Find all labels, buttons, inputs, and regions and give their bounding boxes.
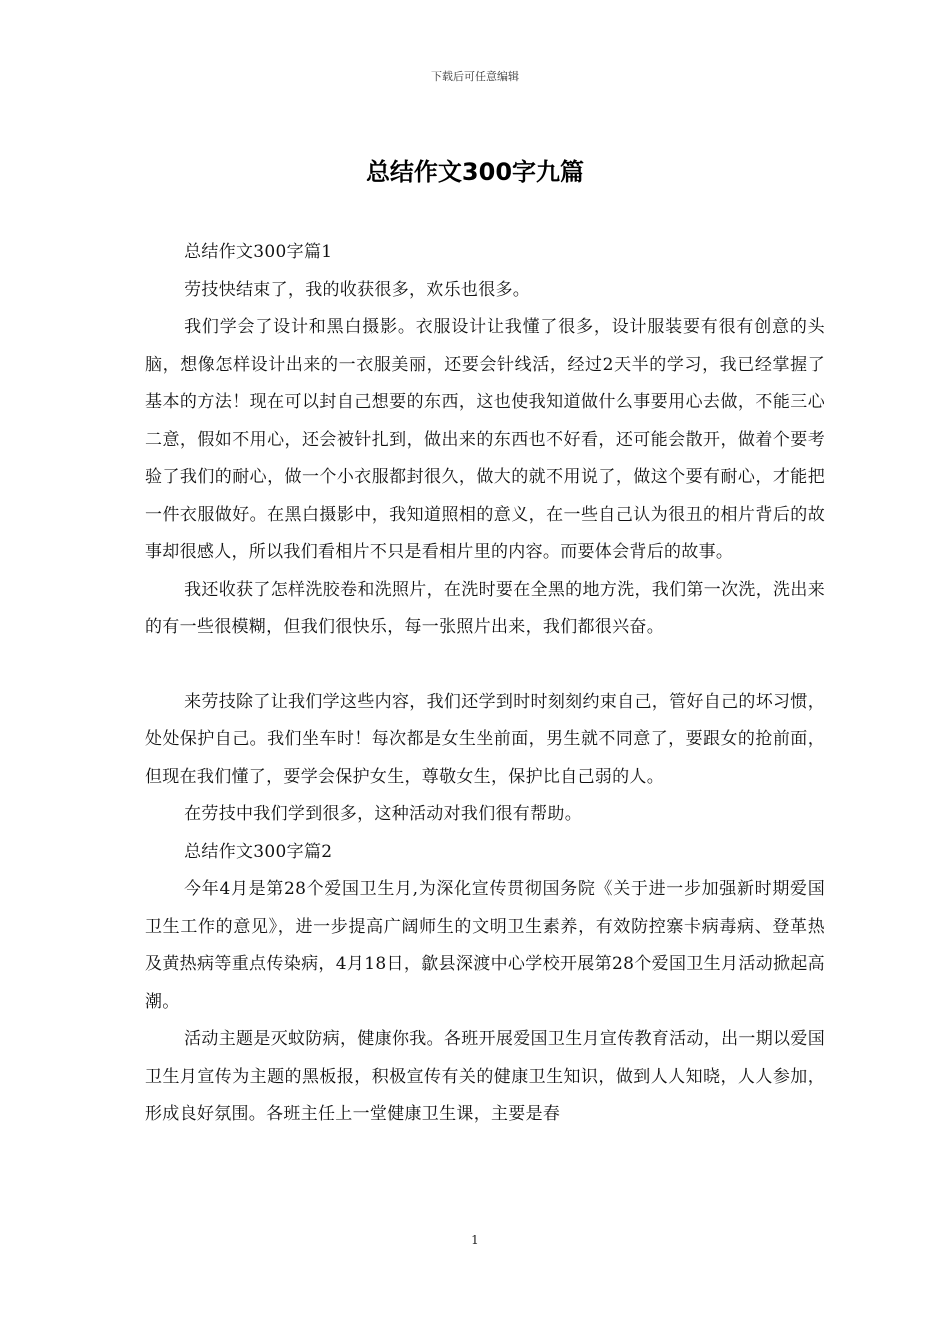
paragraph: 活动主题是灭蚊防病，健康你我。各班开展爱国卫生月宣传教育活动，出一期以爱国卫生月宣传为主题的黑板报，积极宣传有关的健康卫生知识，做到人人知晓，人人参加，形成良好氛围。各班主任上一堂健康卫生课，主要是春 xyxy=(145,1029,825,1124)
paragraph: 今年4月是第28个爱国卫生月,为深化宣传贯彻国务院《关于进一步加强新时期爱国卫生工作的意见》，进一步提高广阔师生的文明卫生素养，有效防控寨卡病毒病、登革热及黄热病等重点传染病，4月18日，歙县深渡中心学校开展第28个爱国卫生月活动掀起高潮。 xyxy=(145,879,825,1012)
section-heading: 总结作文300字篇1 xyxy=(184,242,333,262)
paragraph: 我们学会了设计和黑白摄影。衣服设计让我懂了很多，设计服装要有很有创意的头脑，想像怎样设计出来的一衣服美丽，还要会针线活，经过2天半的学习，我已经掌握了基本的方法！现在可以封自己想要的东西，这也使我知道做什么事要用心去做，不能三心二意，假如不用心，还会被针扎到，做出来的东西也不好看，还可能会散开，做着个要考验了我们的耐心，做一个小衣服都封很久，做大的就不用说了，做这个要有耐心，才能把一件衣服做好。在黑白摄影中，我知道照相的意义，在一些自己认为很丑的相片背后的故事却很感人，所以我们看相片不只是看相片里的内容。而要体会背后的故事。 xyxy=(145,317,825,562)
paragraph: 劳技快结束了，我的收获很多，欢乐也很多。 xyxy=(184,279,531,300)
paragraph: 来劳技除了让我们学这些内容，我们还学到时时刻刻约束自己，管好自己的坏习惯，处处保护自己。我们坐车时！每次都是女生坐前面，男生就不同意了，要跟女的抢前面，但现在我们懂了，要学会保护女生，尊敬女生，保护比自己弱的人。 xyxy=(145,691,825,787)
document-body xyxy=(145,234,825,1134)
document-title: 总结作文300字九篇 xyxy=(365,158,585,186)
header-note: 下载后可任意编辑 xyxy=(431,70,519,83)
section-heading: 总结作文300字篇2 xyxy=(184,841,333,862)
page-number: 1 xyxy=(471,1233,479,1247)
paragraph: 我还收获了怎样洗胶卷和洗照片，在洗时要在全黑的地方洗，我们第一次洗，洗出来的有一些很模糊，但我们很快乐，每一张照片出来，我们都很兴奋。 xyxy=(145,579,825,637)
paragraph: 在劳技中我们学到很多，这种活动对我们很有帮助。 xyxy=(184,804,582,824)
